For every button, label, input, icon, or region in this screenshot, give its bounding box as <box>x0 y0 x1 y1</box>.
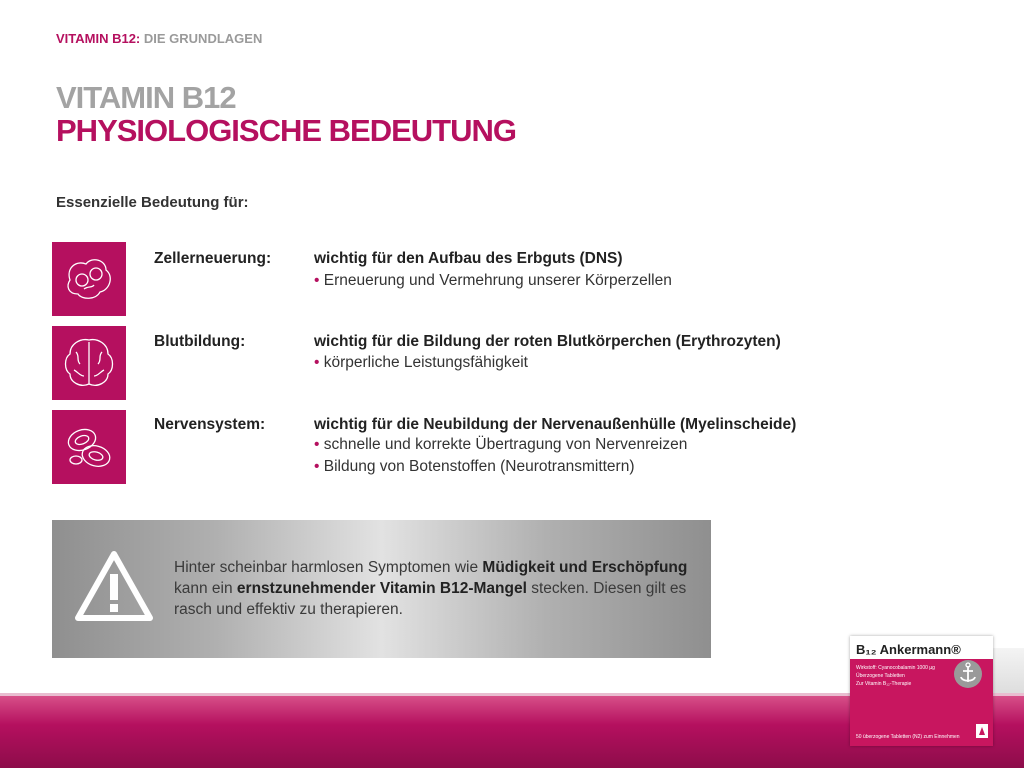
item-term: Nervensystem: <box>154 416 266 433</box>
section-subheading: Essenzielle Bedeutung für: <box>56 194 249 211</box>
product-footer: 50 überzogene Tabletten (N2) zum Einnehmen <box>856 734 960 740</box>
item-bullet: • schnelle und korrekte Übertragung von Nervenreizen <box>314 436 688 453</box>
item-desc: wichtig für den Aufbau des Erbguts (DNS) <box>314 250 623 267</box>
page-title-line2: PHYSIOLOGISCHE BEDEUTUNG <box>56 113 516 148</box>
eyebrow-accent: VITAMIN B12: <box>56 31 141 46</box>
eyebrow <box>56 31 262 46</box>
item-desc: wichtig für die Bildung der roten Blutkörperchen (Erythrozyten) <box>314 333 781 350</box>
blood-cells-icon <box>52 410 126 484</box>
item-bullet: • Erneuerung und Vermehrung unserer Körperzellen <box>314 272 672 289</box>
item-term: Blutbildung: <box>154 333 246 350</box>
item-desc: wichtig für die Neubildung der Nervenaußenhülle (Myelinscheide) <box>314 416 797 433</box>
product-info: Wirkstoff: Cyanocobalamin 1000 µg Überzogene Tabletten Zur Vitamin B₁₂-Therapie <box>856 665 935 687</box>
cell-division-icon <box>52 242 126 316</box>
item-bullet: • körperliche Leistungsfähigkeit <box>314 354 528 371</box>
page-title-line1: VITAMIN B12 <box>56 80 236 115</box>
eyebrow-rest: DIE GRUNDLAGEN <box>143 31 263 46</box>
product-pack-image <box>850 636 993 746</box>
warning-box <box>52 520 711 658</box>
brand-logo-icon <box>976 724 988 738</box>
warning-text: Hinter scheinbar harmlosen Symptomen wie Müdigkeit und Erschöpfung kann ein ernstzunehmender Vitamin B12-Mangel stecken. Diesen gilt es rasch und effektiv zu therapieren. <box>174 559 688 618</box>
item-term: Zellerneuerung: <box>154 250 272 267</box>
brain-icon <box>52 326 126 400</box>
item-bullet: • Bildung von Botenstoffen (Neurotransmittern) <box>314 458 635 475</box>
anchor-icon <box>953 659 983 689</box>
product-name: B₁₂ Ankermann® <box>856 642 961 657</box>
warning-triangle-icon <box>74 548 154 624</box>
